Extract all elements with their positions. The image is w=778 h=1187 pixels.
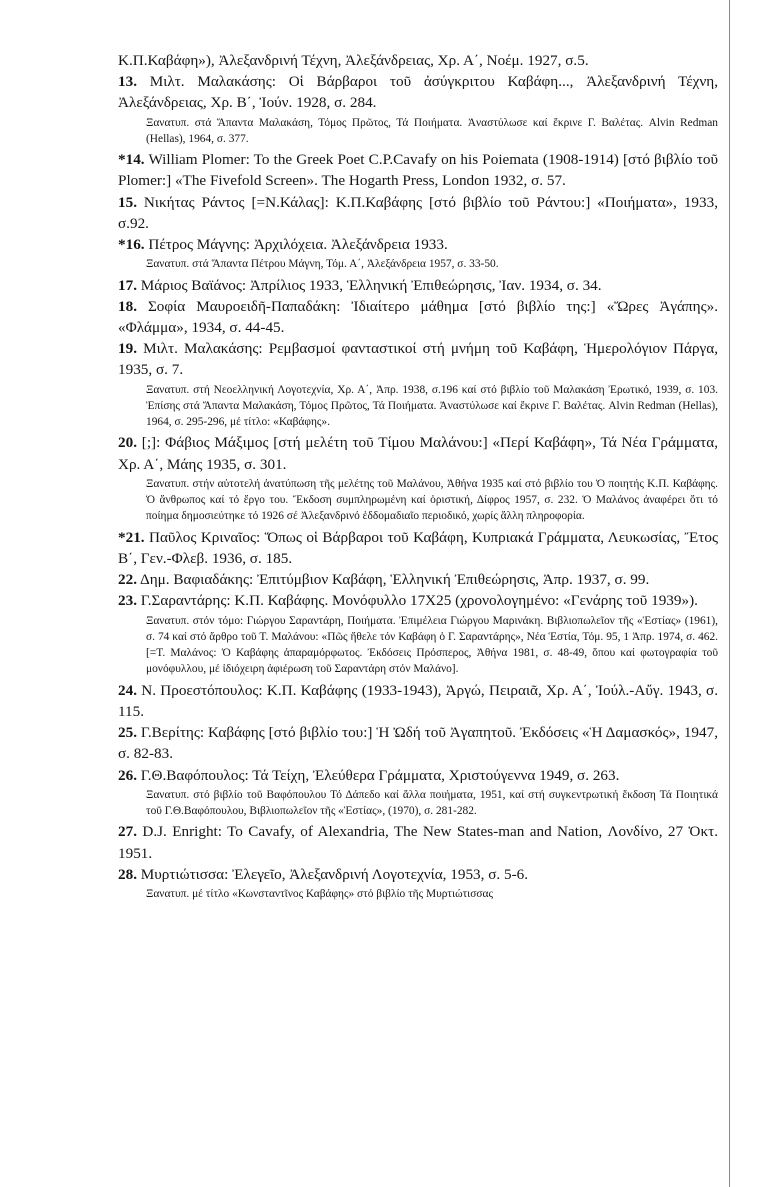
bibliography-entry [118, 296, 718, 338]
entry-text: Πέτρος Μάγνης: Ἀρχιλόχεια. Ἀλεξάνδρεια 1933. [148, 236, 448, 254]
entry-text: Δημ. Βαφιαδάκης: Ἐπιτύμβιον Καβάφη, Ἑλληνική Ἐπιθεώρησις, Ἀπρ. 1937, σ. 99. [139, 571, 650, 589]
bibliography-entry [118, 527, 718, 569]
entry-number: 15. [118, 193, 137, 211]
entry-text: William Plomer: To the Greek Poet C.P.Cavafy on his Poiemata (1908-1914) [στό βιβλίο τοῦ Plomer:] «The Fivefold Screen». The Hogarth Press, London 1932, σ. 57. [118, 151, 718, 190]
entry-number: 20. [118, 434, 137, 452]
entry-text: Σοφία Μαυροειδῆ-Παπαδάκη: Ἰδιαίτερο μάθημα [στό βιβλίο της:] «Ὥρες Ἀγάπης». «Φλάμμα», 1934, σ. 44-45. [118, 297, 718, 336]
entry-number: 18. [118, 297, 137, 315]
bibliography-entry [118, 864, 718, 903]
entry-number: *21. [118, 528, 145, 546]
bibliography-entry [118, 432, 718, 524]
entry-number: *14. [118, 151, 145, 169]
entry-text: Μιλτ. Μαλακάσης: Οἱ Βάρβαροι τοῦ ἀσύγκριτου Καβάφη..., Ἀλεξανδρινή Τέχνη, Ἀλεξάνδρειας, Χρ. Β΄, Ἰούν. 1928, σ. 284. [118, 73, 718, 112]
bibliography-entry [118, 192, 718, 234]
entry-number: 17. [118, 276, 137, 294]
entry-number: 28. [118, 865, 137, 883]
page-margin-rule [729, 0, 730, 1187]
bibliography-entry [118, 569, 718, 590]
entry-text: D.J. Enright: To Cavafy, of Alexandria, The New States-man and Nation, Λονδίνο, 27 Ὀκτ. 1951. [118, 823, 719, 862]
entry-text: Μυρτιώτισσα: Ἐλεγεῖο, Ἀλεξανδρινή Λογοτεχνία, 1953, σ. 5-6. [140, 865, 529, 883]
bibliography-list [118, 50, 718, 902]
entry-text: Ν. Προεστόπουλος: Κ.Π. Καβάφης (1933-1943), Ἀργώ, Πειραιᾶ, Χρ. Α΄, Ἰούλ.-Αὔγ. 1943, σ. 115. [118, 681, 719, 720]
entry-text: Παῦλος Κριναῖος: Ὅπως οἱ Βάρβαροι τοῦ Καβάφη, Κυπριακά Γράμματα, Λευκωσίας, Ἔτος Β΄, Γεν.-Φλεβ. 1936, σ. 185. [118, 528, 719, 567]
entry-number: 24. [118, 681, 137, 699]
bibliography-entry [118, 590, 718, 677]
bibliography-entry [118, 821, 718, 863]
bibliography-entry [118, 338, 718, 430]
entry-number: *16. [118, 236, 145, 254]
entry-number: 19. [118, 340, 137, 358]
entry-number: 26. [118, 766, 137, 784]
entry-number: 27. [118, 823, 137, 841]
entry-note: Ξανατυπ. στήν αὐτοτελή ἀνατύπωση τῆς μελέτης τοῦ Μαλάνου, Ἀθήνα 1935 καί στό βιβλίο του Ὁ ποιητής Κ.Π. Καβάφης. Ὁ ἄνθρωπος καί τό ἔργο του. Ἔκδοση συμπληρωμένη καί ὁριστική, Δίφρος 1957, σ. 232. Ὁ Μαλάνος ἀναφέρει ὅτι τό ποίημα δημοσιεύτηκε τό 1926 σέ Ἀλεξανδρινό ἑδδομαδιαῖο περιοδικό, χωρίς ἄλλη πληροφορία. [146, 477, 718, 523]
entry-text: Γ.Βερίτης: Καβάφης [στό βιβλίο του:] Ἡ Ὠδή τοῦ Ἀγαπητοῦ. Ἐκδόσεις «Ἡ Δαμασκός», 1947, σ. 82-83. [118, 724, 719, 763]
entry-text: [;]: Φάβιος Μάξιμος [στή μελέτη τοῦ Τίμου Μαλάνου:] «Περί Καβάφη», Τά Νέα Γράμματα, Χρ. Α΄, Μάης 1935, σ. 301. [118, 434, 718, 473]
entry-text: Γ.Θ.Βαφόπουλος: Τά Τείχη, Ἐλεύθερα Γράμματα, Χριστούγεννα 1949, σ. 263. [140, 766, 620, 784]
entry-note: Ξανατυπ. μέ τίτλο «Κωνσταντῖνος Καβάφης» στό βιβλίο τῆς Μυρτιώτισσας [146, 887, 493, 900]
entry-number: 13. [118, 73, 137, 91]
entry-note: Ξανατυπ. στά Ἅπαντα Μαλακάση, Τόμος Πρῶτος, Τά Ποιήματα. Ἀναστύλωσε καί ἔκρινε Γ. Βαλέτας. Alvin Redman (Hellas), 1964, σ. 377. [146, 116, 718, 145]
entry-number: 25. [118, 724, 137, 742]
entry-note: Ξανατυπ. στό βιβλίο τοῦ Βαφόπουλου Τό Δάπεδο καί ἄλλα ποιήματα, 1951, καί στή συγκεντρωτική ἔκδοση Τά Ποιητικά τοῦ Γ.Θ.Βαφόπουλου, Βιβλιοπωλεῖον τῆς «Ἑστίας», (1970), σ. 281-282. [146, 788, 718, 818]
entry-text: Νικήτας Ράντος [=Ν.Κάλας]: Κ.Π.Καβάφης [στό βιβλίο τοῦ Ράντου:] «Ποιήματα», 1933, σ.92. [118, 193, 719, 232]
entry-note: Ξανατυπ. στά Ἅπαντα Πέτρου Μάγνη, Τόμ. Α΄, Ἀλεξάνδρεια 1957, σ. 33-50. [146, 258, 499, 271]
entry-note: Ξανατυπ. στή Νεοελληνική Λογοτεχνία, Χρ. Α΄, Ἀπρ. 1938, σ.196 καί στό βιβλίο τοῦ Μαλακάση Ἐρωτικό, 1939, σ. 103. Ἐπίσης στά Ἅπαντα Μαλακάση, Τόμος Πρῶτος, Τά Ποιήματα. Ἀναστύλωσε καί ἔκρινε Γ. Βαλέτας. Alvin Redman (Hellas), 1964, σ. 295-296, μέ τίτλο: «Καβάφης». [146, 383, 718, 429]
bibliography-entry [118, 71, 718, 147]
entry-text: Κ.Π.Καβάφη»), Ἀλεξανδρινή Τέχνη, Ἀλεξάνδρειας, Χρ. Α΄, Νοέμ. 1927, σ.5. [118, 52, 589, 69]
entry-text: Μιλτ. Μαλακάσης: Ρεμβασμοί φανταστικοί στή μνήμη τοῦ Καβάφη, Ἡμερολόγιον Πάργα, 1935, σ. 7. [118, 340, 718, 379]
bibliography-entry [118, 149, 718, 191]
bibliography-entry [118, 50, 718, 71]
entry-text: Μάριος Βαϊάνος: Ἀπρίλιος 1933, Ἑλληνική Ἐπιθεώρησις, Ἰαν. 1934, σ. 34. [140, 276, 602, 294]
entry-note: Ξανατυπ. στόν τόμο: Γιώργου Σαραντάρη, Ποιήματα. Ἐπιμέλεια Γιώργου Μαρινάκη. Βιβλιοπωλεῖον τῆς «Ἑστίας» (1961), σ. 74 καί στό ἄρθρο τοῦ Τ. Μαλάνου: «Πῶς ἤθελε τόν Καβάφη ὁ Γ. Σαραντάρης», Νέα Ἑστία, Τόμ. 95, 1 Ἀπρ. 1974, σ. 462. [=Τ. Μαλάνος: Ὁ Καβάφης ἀπαραμόρφωτος. Ἐκδόσεις Πρόσπερος, Ἀθήνα 1981, σ. 48-49, ὅπου καί φωτογραφία τοῦ μονόφυλλου, μέ ἰδιόχειρη ἀφιέρωση τοῦ Σαραντάρη στόν Μαλάνο]. [146, 614, 718, 676]
bibliography-entry [118, 234, 718, 273]
entry-text: Γ.Σαραντάρης: Κ.Π. Καβάφης. Μονόφυλλο 17Χ25 (χρονολογημένο: «Γενάρης τοῦ 1939»). [140, 592, 698, 610]
bibliography-entry [118, 275, 718, 296]
bibliography-entry [118, 765, 718, 820]
bibliography-entry [118, 722, 718, 764]
entry-number: 22. [118, 571, 137, 589]
entry-number: 23. [118, 592, 137, 610]
bibliography-page [118, 50, 718, 904]
bibliography-entry [118, 680, 718, 722]
